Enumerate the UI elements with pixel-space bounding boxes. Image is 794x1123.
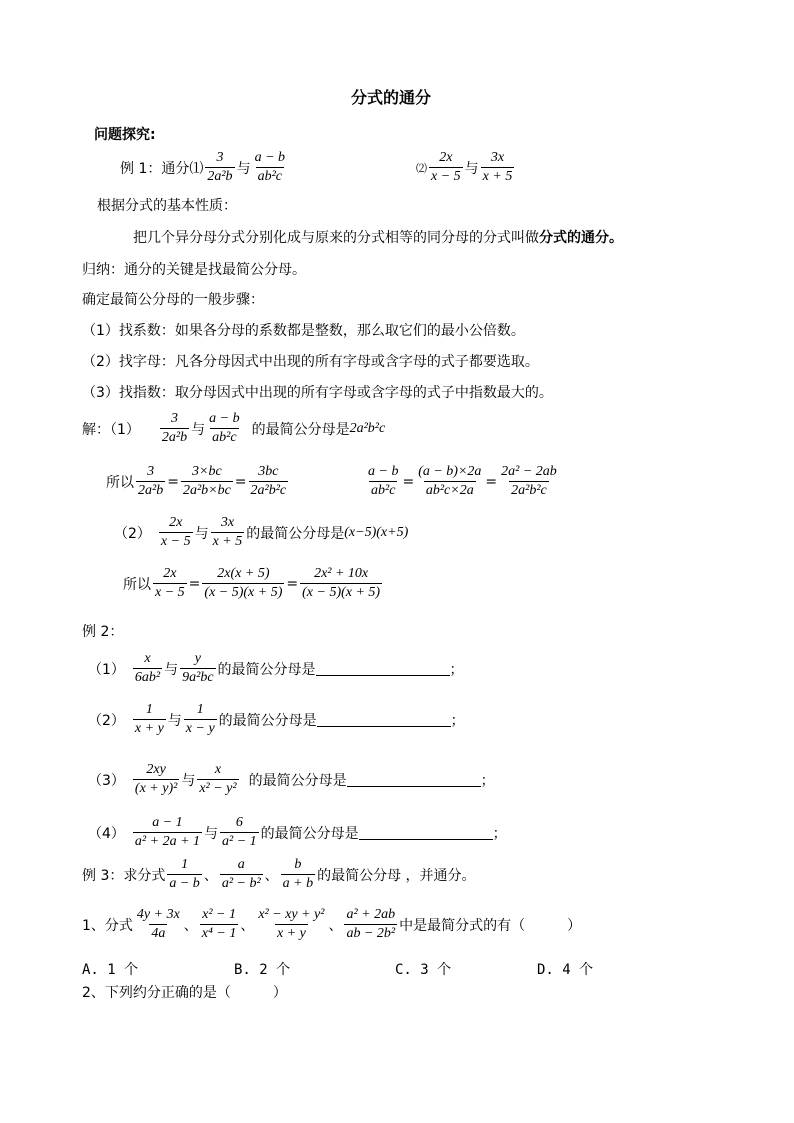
numerator: x [214, 762, 222, 777]
numerator: 3×bc [192, 464, 222, 479]
equals-sign: = [286, 575, 299, 592]
example-2-q3 [88, 763, 495, 796]
question-tail: 的最简公分母是 [248, 772, 347, 789]
denominator: a − b [169, 876, 200, 891]
answer-blank[interactable] [347, 772, 481, 787]
numerator: 2x [163, 566, 177, 581]
numerator: 2xy [146, 762, 166, 777]
denominator: ab²c [257, 169, 282, 184]
fraction [249, 465, 289, 498]
solution-1 [82, 412, 385, 445]
solution-lead: （2） [114, 525, 151, 542]
numerator: a² + 2ab [346, 907, 396, 922]
fraction [136, 465, 165, 498]
denominator: x² − y² [199, 781, 237, 796]
fraction [133, 652, 162, 685]
fraction [207, 412, 241, 445]
fraction [197, 763, 238, 796]
denominator: x + y [276, 926, 306, 941]
example-3-lead: 例 3：求分式 [82, 867, 166, 884]
numerator: 2x(x + 5) [217, 566, 270, 581]
option-c[interactable]: C. 3 个 [395, 962, 452, 978]
numerator: x² − 1 [202, 907, 236, 922]
numerator: 3 [216, 150, 224, 165]
fraction [181, 465, 233, 498]
fraction [200, 908, 239, 941]
question-number: （3） [88, 772, 125, 789]
numerator: 3bc [258, 464, 279, 479]
denominator: a² − b² [221, 876, 261, 891]
question-2: 2、下列约分正确的是（ ） [82, 985, 287, 1001]
answer-blank[interactable] [317, 712, 451, 727]
equals-sign: = [485, 473, 498, 490]
solution-tail: 的最简公分母是 [251, 421, 350, 438]
separator: 、 [264, 867, 279, 884]
part-number: ⑵ [416, 161, 427, 175]
equals-sign: = [188, 575, 201, 592]
question-1-tail: 中是最简分式的有（ ） [399, 917, 582, 934]
connector-text: 与 [204, 825, 219, 842]
fraction [211, 516, 245, 549]
question-end: ； [492, 825, 507, 842]
denominator: 2a²b²c [511, 483, 547, 498]
connector-text: 与 [167, 712, 182, 729]
question-end: ； [449, 661, 464, 678]
numerator: a − b [254, 150, 286, 165]
numerator: 3 [171, 411, 179, 426]
connector-text: 与 [191, 421, 206, 438]
steps-title: 确定最简公分母的一般步骤： [82, 292, 264, 308]
denominator: (x + y)² [134, 781, 178, 796]
fraction [184, 703, 217, 736]
fraction [133, 763, 179, 796]
numerator: 3 [147, 464, 155, 479]
fraction [220, 816, 259, 849]
separator: 、 [183, 917, 198, 934]
fraction [135, 908, 182, 941]
denominator: x + y [134, 721, 164, 736]
page-title: 分式的通分 [351, 88, 432, 107]
numerator: 2x [439, 150, 453, 165]
definition-body: 把几个异分母分式分别化成与原来的分式相等的同分母的分式叫做 [133, 230, 539, 246]
fraction [300, 567, 382, 600]
denominator: x − 5 [160, 534, 191, 549]
numerator: 6 [235, 815, 243, 830]
example-2-q4 [88, 816, 507, 849]
denominator: 4a [151, 926, 166, 941]
numerator: b [294, 857, 302, 872]
numerator: a [237, 857, 245, 872]
denominator: ab²c [212, 430, 237, 445]
equals-sign: = [234, 473, 247, 490]
question-tail: 的最简公分母是 [260, 825, 359, 842]
connector-text: 与 [236, 160, 251, 177]
lcd-value: 2a²b²c [349, 420, 386, 436]
example-1-lead: 例 1：通分⑴ [120, 160, 204, 177]
fraction [499, 465, 559, 498]
denominator: ab²c×2a [425, 483, 474, 498]
fraction [202, 567, 284, 600]
example-1 [120, 151, 289, 184]
so-text: 所以 [106, 474, 134, 491]
numerator: x [144, 651, 151, 666]
solution-lead: 解：（1） [82, 421, 140, 438]
example-2-q2 [88, 703, 465, 736]
fraction [153, 567, 187, 600]
answer-blank[interactable] [316, 661, 450, 676]
section-heading: 问题探究: [94, 127, 156, 143]
separator: 、 [240, 917, 255, 934]
step-item: （3）找指数：取分母因式中出现的所有字母或含字母的式子中指数最大的。 [82, 385, 553, 401]
numerator: a − b [209, 411, 240, 426]
so-text: 所以 [123, 576, 151, 593]
denominator: (x − 5)(x + 5) [204, 585, 283, 600]
separator: 、 [203, 867, 218, 884]
fraction [281, 858, 315, 891]
separator: 、 [328, 917, 343, 934]
fraction [481, 151, 515, 184]
denominator: 2a²b [161, 430, 188, 445]
fraction [160, 412, 189, 445]
denominator: x − 5 [155, 585, 185, 600]
question-tail: 的最简公分母是 [217, 661, 316, 678]
solution-1-steps-b [364, 465, 561, 498]
fraction [429, 151, 463, 184]
question-number: （4） [88, 825, 125, 842]
fraction [344, 908, 397, 941]
fraction [416, 465, 483, 498]
definition-text [133, 231, 623, 245]
question-1 [82, 908, 581, 941]
numerator: a − b [368, 464, 399, 479]
numerator: 3x [490, 150, 505, 165]
numerator: 1 [145, 702, 153, 717]
numerator: 2x² + 10x [314, 566, 369, 581]
denominator: a + b [282, 876, 314, 891]
lcd-value: (x−5)(x+5) [344, 524, 409, 540]
solution-1-steps [106, 465, 290, 498]
fraction [159, 516, 193, 549]
denominator: ab²c [371, 483, 396, 498]
denominator: 9a²bc [182, 670, 214, 685]
fraction [205, 151, 234, 184]
connector-text: 与 [181, 772, 196, 789]
option-a[interactable]: A. 1 个 [82, 962, 139, 978]
connector-text: 与 [464, 160, 479, 177]
fraction [133, 816, 202, 849]
denominator: 2a²b [207, 169, 233, 184]
numerator: 1 [181, 857, 189, 872]
summary-text: 归纳：通分的关键是找最简公分母。 [82, 262, 306, 278]
fraction [220, 858, 263, 891]
numerator: y [194, 651, 201, 666]
question-1-lead: 1、分式 [82, 917, 133, 934]
question-tail: 的最简公分母是 [218, 712, 317, 729]
option-b[interactable]: B. 2 个 [234, 962, 291, 978]
basis-text: 根据分式的基本性质： [97, 198, 237, 214]
definition-term: 分式的通分。 [539, 230, 623, 246]
equals-sign: = [402, 473, 415, 490]
denominator: 6ab² [134, 670, 161, 685]
connector-text: 与 [164, 661, 179, 678]
fraction [366, 465, 400, 498]
denominator: 2a²b [138, 483, 164, 498]
solution-tail: 的最简公分母是 [246, 525, 345, 542]
numerator: 1 [196, 702, 204, 717]
question-end: ； [480, 772, 495, 789]
example-3 [82, 858, 476, 891]
answer-blank[interactable] [359, 825, 493, 840]
solution-2 [114, 516, 408, 549]
fraction [133, 703, 166, 736]
denominator: (x − 5)(x + 5) [302, 585, 381, 600]
step-item: （1）找系数：如果各分母的系数都是整数，那么取它们的最小公倍数。 [82, 323, 525, 339]
denominator: x + 5 [212, 534, 243, 549]
fraction [167, 858, 201, 891]
numerator: 4y + 3x [136, 907, 180, 922]
denominator: 2a²b×bc [182, 483, 231, 498]
denominator: x − y [185, 721, 215, 736]
denominator: ab − 2b² [346, 926, 396, 941]
example-2-q1 [88, 652, 464, 685]
example-3-tail: 的最简公分母 ，并通分。 [317, 867, 476, 884]
question-number: （2） [88, 712, 125, 729]
numerator: a − 1 [152, 815, 183, 830]
equals-sign: = [167, 473, 179, 490]
step-item: （2）找字母：凡各分母因式中出现的所有字母或含字母的式子都要选取。 [82, 354, 539, 370]
denominator: x + 5 [482, 169, 513, 184]
numerator: 3x [220, 515, 235, 530]
solution-2-steps [123, 567, 384, 600]
question-number: （1） [88, 661, 125, 678]
denominator: a² − 1 [222, 834, 257, 849]
example-1-part-2 [416, 151, 516, 184]
numerator: 2x [169, 515, 183, 530]
denominator: a² + 2a + 1 [134, 834, 201, 849]
denominator: x⁴ − 1 [201, 926, 237, 941]
example-2-label: 例 2： [82, 624, 124, 640]
numerator: (a − b)×2a [418, 464, 482, 479]
connector-text: 与 [194, 525, 209, 542]
numerator: 2a² − 2ab [501, 464, 557, 479]
option-d[interactable]: D. 4 个 [537, 962, 594, 978]
fraction [180, 652, 215, 685]
denominator: x − 5 [431, 169, 461, 184]
fraction [256, 908, 326, 941]
fraction [253, 151, 287, 184]
question-end: ； [450, 712, 465, 729]
denominator: 2a²b²c [250, 483, 287, 498]
numerator: x² − xy + y² [258, 907, 325, 922]
